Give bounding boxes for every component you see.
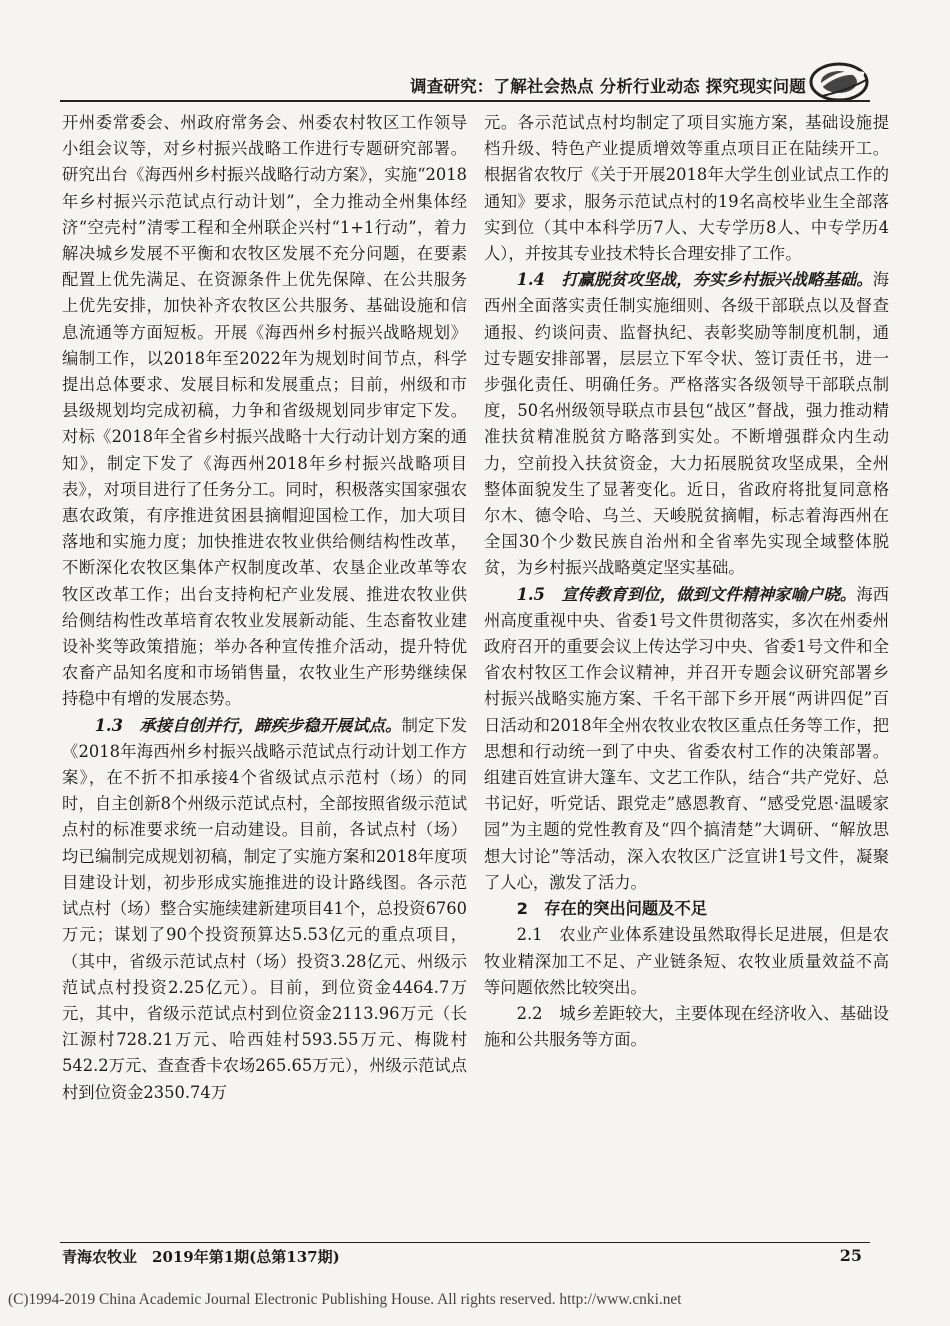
header-title: 调查研究：了解社会热点 分析行业动态 探究现实问题 xyxy=(410,77,806,96)
footer-divider xyxy=(60,1242,870,1243)
running-header xyxy=(60,74,870,102)
section-2-heading: 2 存在的突出问题及不足 xyxy=(516,899,708,919)
section-1-4 xyxy=(484,267,889,581)
right-column xyxy=(484,110,889,1218)
section-1-5-heading: 1.5 宣传教育到位，做到文件精神家喻户晓。 xyxy=(516,584,857,604)
section-2-1: 2.1 农业产业体系建设虽然取得长足进展，但是农牧业精深加工不足、产业链条短、农牧业质量效益不高等问题依然比较突出。 xyxy=(484,925,889,997)
section-1-4-text: 海西州全面落实责任制实施细则、各级干部联点以及督查通报、约谈问责、监督执纪、表彰奖励等制度机制，通过专题安排部署，层层立下军令状、签订责任书，进一步强化责任、明确任务。严格落实各级领导干部联点制度，50名州级领导联点市县包“战区”督战，强力推动精准扶贫精准脱贫方略落到实处。不断增强群众内生动力，空前投入扶贫资金，大力拓展脱贫攻坚成果，全州整体面貌发生了显著变化。近日，省政府将批复同意格尔木、德令哈、乌兰、天峻脱贫摘帽，标志着海西州在全国30个少数民族自治州和全省率先实现全域整体脱贫，为乡村振兴战略奠定坚实基础。 xyxy=(484,270,889,578)
section-1-3-text: 制定下发《2018年海西州乡村振兴战略示范试点行动计划工作方案》，在不折不扣承接4个省级试点示范村（场）的同时，自主创新8个州级示范试点村，全部按照省级示范试点村的标准要求统一启动建设。目前，各试点村（场）均已编制完成规划初稿，制定了实施方案和2018年度项目建设计划，初步形成实施推进的设计路线图。各示范试点村（场）整合实施续建新建项目41个，总投资6760万元；谋划了90个投资预算达5.53亿元的重点项目，（其中，省级示范试点村（场）投资3.28亿元、州级示范试点村投资2.25亿元）。目前，到位资金4464.7万元，其中，省级示范试点村到位资金2113.96万元（长江源村728.21万元、哈西娃村593.55万元、梅陇村542.2万元、查查香卡农场265.65万元），州级示范试点村到位资金2350.74万 xyxy=(62,715,467,1102)
body-paragraph-continued: 元。各示范试点村均制定了项目实施方案，基础设施提档升级、特色产业提质增效等重点项目正在陆续开工。根据省农牧厅《关于开展2018年大学生创业试点工作的通知》要求，服务示范试点村的19名高校毕业生全部落实到位（其中本科学历7人、大专学历8人、中专学历4人），并按其专业技术特长合理安排了工作。 xyxy=(484,113,889,264)
left-column xyxy=(62,110,467,1218)
section-1-3 xyxy=(62,713,467,1106)
section-2-2: 2.2 城乡差距较大，主要体现在经济收入、基础设施和公共服务等方面。 xyxy=(484,1003,889,1050)
section-1-3-heading: 1.3 承接自创并行，蹄疾步稳开展试点。 xyxy=(94,715,402,735)
section-1-4-heading: 1.4 打赢脱贫攻坚战，夯实乡村振兴战略基础。 xyxy=(516,270,873,290)
footer-journal: 青海农牧业 2019年第1期(总第137期) xyxy=(62,1248,340,1266)
copyright-notice: (C)1994-2019 China Academic Journal Electronic Publishing House. All rights reserved. http://www.cnki.net xyxy=(8,1291,682,1308)
body-paragraph: 开州委常委会、州政府常务会、州委农村牧区工作领导小组会议等，对乡村振兴战略工作进行专题研究部署。研究出台《海西州乡村振兴战略行动方案》，实施“2018年乡村振兴示范试点行动计划”，全力推动全州集体经济“空壳村”清零工程和全州联企兴村“1+1行动”，着力解决城乡发展不平衡和农牧区发展不充分问题，在要素配置上优先满足、在资源条件上优先保障、在公共服务上优先安排，加快补齐农牧区公共服务、基础设施和信息流通等方面短板。开展《海西州乡村振兴战略规划》编制工作，以2018年至2022年为规划时间节点，科学提出总体要求、发展目标和发展重点；目前，州级和市县级规划均完成初稿，力争和省级规划同步审定下发。对标《2018年全省乡村振兴战略十大行动计划方案的通知》，制定下发了《海西州2018年乡村振兴战略项目表》，对项目进行了任务分工。同时，积极落实国家强农惠农政策，有序推进贫困县摘帽迎国检工作，加大项目落地和实施力度；加快推进农牧业供给侧结构性改革，不断深化农牧区集体产权制度改革、农垦企业改革等农牧区改革工作；出台支持枸杞产业发展、推进农牧业供给侧结构性改革培育农牧业发展新动能、生态畜牧业建设补奖等政策措施；举办各种宣传推介活动，提升特优农畜产品知名度和市场销售量，农牧业生产形势继续保持稳中有增的发展态势。 xyxy=(62,113,467,709)
journal-logo-icon xyxy=(808,60,870,104)
page-number: 25 xyxy=(839,1246,862,1265)
section-1-5-text: 海西州高度重视中央、省委1号文件贯彻落实，多次在州委州政府召开的重要会议上传达学习中央、省委1号文件和全省农村牧区工作会议精神，并召开专题会议研究部署乡村振兴战略实施方案、千名干部下乡开展“两讲四促”百日活动和2018年全州农牧业农牧区重点任务等工作，把思想和行动统一到了中央、省委农村工作的决策部署。组建百姓宣讲大篷车、文艺工作队，结合“共产党好、总书记好，听党话、跟党走”感恩教育、“感受党恩·温暖家园”为主题的党性教育及“四个搞清楚”大调研、“解放思想大讨论”等活动，深入农牧区广泛宣讲1号文件，凝聚了人心，激发了活力。 xyxy=(484,584,889,892)
section-1-5 xyxy=(484,582,889,896)
